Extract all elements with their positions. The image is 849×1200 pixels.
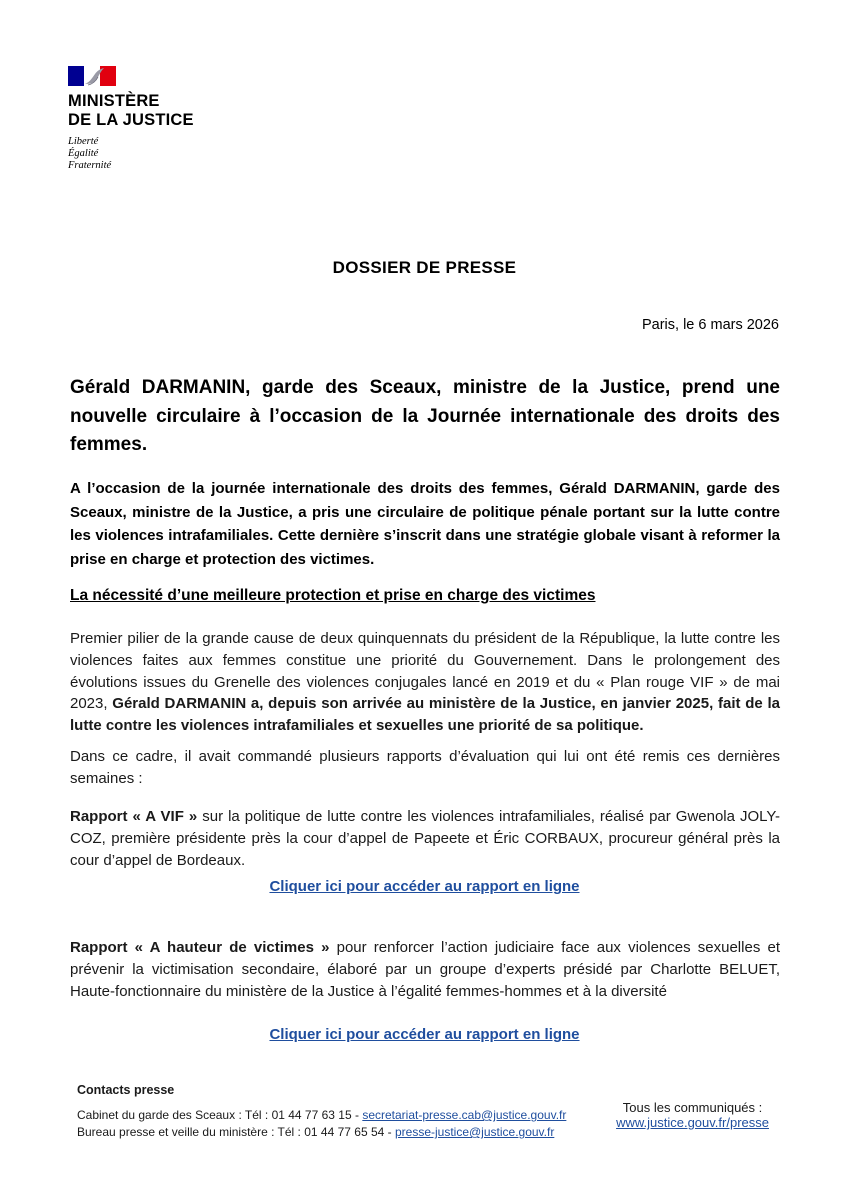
report-victimes-description: pour renforcer l’action judiciaire face aux violences sexuelles et prévenir la victimisation secondaire, élaboré par un groupe d’experts présidé par Charlotte BELUET, Haute-fonctionnaire du ministère de la Justice à l’égalité femmes-hommes et à la diversité bbox=[70, 939, 780, 1000]
ministry-logo bbox=[68, 66, 228, 172]
paragraph-context-text: Premier pilier de la grande cause de deux quinquennats du président de la République, la lutte contre les violences faites aux femmes constitue une priorité du Gouvernement. Dans le prolongement des évolutions issues du Grenelle des violences conjugales lancé en 2019 et du « Plan rouge VIF » de mai 2023, bbox=[70, 630, 780, 713]
motto-egalite: Égalité bbox=[68, 148, 99, 159]
contact-bureau-text: Bureau presse et veille du ministère : Tél : 01 44 77 65 54 - bbox=[77, 1125, 395, 1139]
paragraph-context bbox=[70, 628, 780, 737]
report-a-vif-link[interactable]: Cliquer ici pour accéder au rapport en ligne bbox=[269, 878, 580, 895]
report-victimes-link[interactable]: Cliquer ici pour accéder au rapport en ligne bbox=[269, 1026, 580, 1043]
report-victimes-title: Rapport « A hauteur de victimes » bbox=[70, 939, 330, 956]
ministry-line-1: MINISTÈRE bbox=[68, 92, 160, 110]
paragraph-context-bold: Gérald DARMANIN a, depuis son arrivée au ministère de la Justice, en janvier 2025, fait de la lutte contre les violences intrafamiliales et sexuelles une priorité de sa politique. bbox=[70, 695, 780, 735]
ministry-line-2: DE LA JUSTICE bbox=[68, 111, 194, 129]
lead-paragraph: A l’occasion de la journée internationale des droits des femmes, Gérald DARMANIN, garde des Sceaux, ministre de la Justice, a pris une circulaire de politique pénale portant sur la lutte contre les violences intrafamiliales. Cette dernière s’inscrit dans une stratégie globale visant à reformer la prise en charge et protection des victimes. bbox=[70, 480, 780, 568]
contact-cabinet-text: Cabinet du garde des Sceaux : Tél : 01 44 77 63 15 - bbox=[77, 1108, 363, 1122]
communiques-url[interactable]: www.justice.gouv.fr/presse bbox=[616, 1115, 769, 1130]
report-a-hauteur-de-victimes bbox=[70, 937, 780, 1002]
document-title: DOSSIER DE PRESSE bbox=[332, 258, 517, 277]
headline: Gérald DARMANIN, garde des Sceaux, ministre de la Justice, prend une nouvelle circulaire à l’occasion de la Journée internationale des droits des femmes. bbox=[70, 377, 780, 455]
motto-fraternite: Fraternité bbox=[68, 160, 112, 171]
motto-liberte: Liberté bbox=[68, 136, 99, 147]
paragraph-reports-intro: Dans ce cadre, il avait commandé plusieurs rapports d’évaluation qui lui ont été remis ces dernières semaines : bbox=[70, 748, 780, 787]
contact-bureau-email[interactable]: presse-justice@justice.gouv.fr bbox=[394, 1125, 555, 1139]
release-date: Paris, le 6 mars 2026 bbox=[641, 317, 779, 333]
report-a-vif-title: Rapport « A VIF » bbox=[70, 808, 198, 825]
section-heading: La nécessité d’une meilleure protection et prise en charge des victimes bbox=[70, 587, 596, 604]
marianne-flag-icon bbox=[68, 66, 116, 86]
report-a-vif-description: sur la politique de lutte contre les violences intrafamiliales, réalisé par Gwenola JOLY-COZ, première présidente près la cour d’appel de Papeete et Éric CORBAUX, procureur général près la cour d’appel de Bordeaux. bbox=[70, 808, 780, 869]
communiques-label: Tous les communiqués : bbox=[622, 1100, 763, 1115]
contact-cabinet-email[interactable]: secretariat-presse.cab@justice.gouv.fr bbox=[362, 1108, 567, 1122]
press-releases-block bbox=[616, 1100, 769, 1130]
contacts-title: Contacts presse bbox=[77, 1083, 175, 1097]
republic-motto bbox=[68, 136, 228, 172]
ministry-name bbox=[68, 92, 228, 130]
report-a-vif bbox=[70, 806, 780, 871]
